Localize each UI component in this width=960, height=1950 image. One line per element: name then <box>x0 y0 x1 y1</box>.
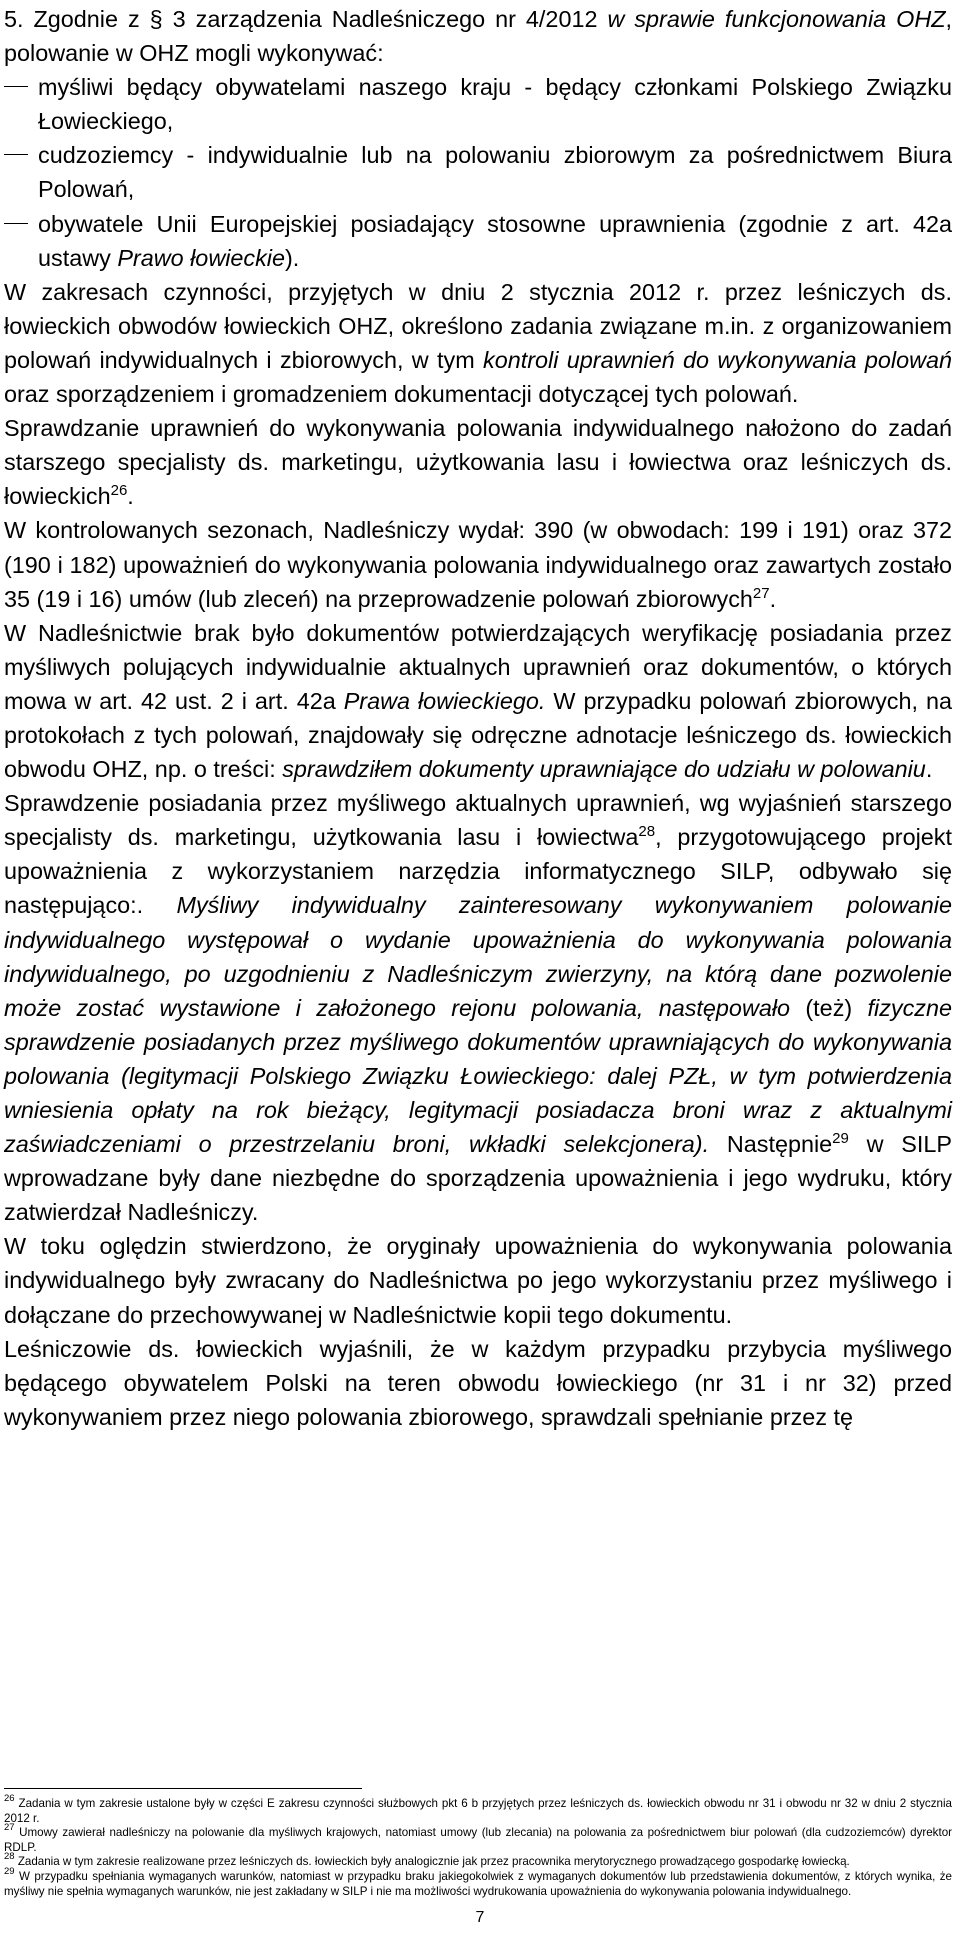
footnote-ref[interactable]: 28 <box>638 823 656 841</box>
italic-text: kontroli uprawnień do wykonywania polowań <box>483 346 952 373</box>
text-run: W kontrolowanych sezonach, Nadleśniczy wydał: 390 (w obwodach: 199 i 191) oraz 372 (190 i 182) upoważnień do wykonywania polowania indywidualnego oraz zawartych zostało 35 (19 i 16) umów (lub zleceń) na przeprowadzenie polowań zbiorowych <box>4 517 952 612</box>
page-number: 7 <box>475 1909 485 1926</box>
paragraph <box>4 1229 952 1331</box>
paragraph <box>4 786 952 1229</box>
italic-text: fizyczne sprawdzenie posiadanych przez myśliwego dokumentów uprawniających do wykonywania polowania (legitymacji Polskiego Związku Łowieckiego: dalej PZŁ, w tym potwierdzenia wniesienia opłaty na rok bieżący, legitymacji posiadacza broni wraz z aktualnymi zaświadczeniami o przestrzelaniu broni, wkładki selekcjonera). <box>4 994 953 1158</box>
dash-bullet-icon <box>4 86 28 87</box>
footnote-text: W przypadku spełniania wymaganych warunków, natomiast w przypadku braku jakiegokolwiek z wymaganych dokumentów lub przedstawienia dokumentów, z których wynika, że myśliwy nie spełnia wymaganych warunków, nie jest zakładany w SILP i nie ma możliwości wydrukowania upoważnienia do wykonywania polowania indywidualnego. <box>4 1869 952 1898</box>
footnote-text: Zadania w tym zakresie realizowane przez leśniczych ds. łowieckich były analogicznie jak przez pracownika merytorycznego prowadzącego gospodarkę łowiecką. <box>17 1855 850 1869</box>
footnote <box>4 1865 952 1899</box>
italic-text: sprawdziłem dokumenty uprawniające do udziału w polowaniu <box>282 756 926 783</box>
paragraph <box>4 1332 952 1434</box>
text-run: W toku oględzin stwierdzono, że oryginały upoważnienia do wykonywania polowania indywidualnego były zwracany do Nadleśnictwa po jego wykorzystaniu przez myśliwego i dołączane do przechowywanej w Nadleśnictwie kopii tego dokumentu. <box>4 1233 952 1328</box>
footnote-ref[interactable]: 27 <box>752 584 770 602</box>
bullet-item <box>4 70 952 138</box>
footnote-ref[interactable]: 29 <box>832 1130 849 1148</box>
text-run: cudzoziemcy - indywidualnie lub na polowaniu zbiorowym za pośrednictwem Biura Polowań, <box>38 142 952 203</box>
italic-text: Prawo łowieckie <box>117 244 286 271</box>
italic-text: Prawa łowieckiego. <box>343 687 546 714</box>
footnote <box>4 1851 952 1870</box>
text-run: ). <box>285 244 300 271</box>
footnote-text: Umowy zawierał nadleśniczy na polowanie dla myśliwych krajowych, natomiast umowy (lub zlecania) na polowania za pośrednictwem biur polowań (dla cudzoziemców) dyrektor RDLP. <box>4 1826 953 1854</box>
footnote-text: Zadania w tym zakresie ustalone były w części E zakresu czynności służbowych pkt 6 b przyjętych przez leśniczych ds. łowieckich obwodu nr 31 i obwodu nr 32 w dniu 2 stycznia 2012 r. <box>4 1797 953 1825</box>
text-run: obywatele Unii Europejskiej posiadający stosowne uprawnienia (zgodnie z art. 42a ustawy <box>38 210 952 271</box>
footnote <box>4 1822 953 1855</box>
body-text <box>4 2 952 1434</box>
dash-bullet-icon <box>4 223 28 224</box>
footnote-number: 28 <box>4 1851 15 1863</box>
text-run: . <box>925 756 933 783</box>
text-run: W Nadleśnictwie brak było dokumentów potwierdzających weryfikację posiadania przez myśliwych polujących indywidualnie aktualnych uprawnień oraz dokumentów, o których mowa w art. 42 ust. 2 i art. 42a <box>4 619 952 714</box>
footnote-ref[interactable]: 26 <box>110 482 128 500</box>
italic-text: w sprawie funkcjonowania OHZ <box>607 6 946 32</box>
text-run: . <box>769 585 777 612</box>
text-run: . <box>127 483 134 510</box>
footnote <box>4 1793 953 1826</box>
text-run: (też) <box>790 994 868 1021</box>
paragraph <box>4 411 952 513</box>
text-run: , przygotowującego projekt upoważnienia z wykorzystaniem narzędzia informatycznego SILP, odbywało się następująco:. <box>4 824 952 919</box>
footnote-number: 29 <box>4 1865 15 1877</box>
text-run: Sprawdzenie posiadania przez myśliwego aktualnych uprawnień, wg wyjaśnień starszego specjalisty ds. marketingu, użytkowania lasu i łowiectwa <box>4 790 952 851</box>
text-run: oraz sporządzeniem i gromadzeniem dokumentacji dotyczącej tych polowań. <box>4 381 799 408</box>
text-run: myśliwi będący obywatelami naszego kraju - będący członkami Polskiego Związku Łowieckiego, <box>38 74 952 135</box>
italic-text: Myśliwy indywidualny zainteresowany wykonywaniem polowanie indywidualnego występował o wydanie upoważnienia do wykonywania polowania indywidualnego, po uzgodnieniu z Nadleśniczym zwierzyny, na którą dane pozwolenie może zostać wystawione i założonego rejonu polowania, następowało <box>4 892 952 1021</box>
text-run: W zakresach czynności, przyjętych w dniu 2 stycznia 2012 r. przez leśniczych ds. łowieckich obwodów łowieckich OHZ, określono zadania związane m.in. z organizowaniem polowań indywidualnych i zbiorowych, w tym <box>4 278 952 373</box>
text-run: Leśniczowie ds. łowieckich wyjaśnili, że w każdym przypadku przybycia myśliwego będącego obywatelem Polski na teren obwodu łowieckiego (nr 31 i nr 32) przed wykonywaniem przez niego polowania zbiorowego, sprawdzali spełnianie przez tę <box>4 1335 952 1430</box>
text-run: Następnie <box>709 1131 833 1158</box>
paragraph <box>4 616 952 786</box>
text-run: 5. Zgodnie z § 3 zarządzenia Nadleśniczego nr 4/2012 <box>4 6 608 32</box>
paragraph <box>4 513 952 615</box>
footnote-number: 26 <box>4 1793 15 1804</box>
text-run: W przypadku polowań zbiorowych, na protokołach z tych polowań, znajdowały się odręczne adnotacje leśniczego ds. łowieckich obwodu OHZ, np. o treści: <box>4 687 952 783</box>
footnote-number: 27 <box>4 1822 15 1834</box>
text-run: Sprawdzanie uprawnień do wykonywania polowania indywidualnego nałożono do zadań starszego specjalisty ds. marketingu, użytkowania lasu i łowiectwa oraz leśniczych ds. łowieckich <box>4 415 952 510</box>
bullet-item <box>4 138 952 206</box>
bullet-item <box>4 207 952 275</box>
paragraph <box>4 275 952 411</box>
dash-bullet-icon <box>4 154 28 155</box>
footnotes <box>4 1793 953 1899</box>
paragraph <box>4 2 952 70</box>
text-run: , polowanie w OHZ mogli wykonywać: <box>4 6 952 67</box>
footnote-separator <box>4 1788 362 1789</box>
text-run: w SILP wprowadzane były dane niezbędne do sporządzenia upoważnienia i jego wydruku, który zatwierdzał Nadleśniczy. <box>4 1131 952 1226</box>
